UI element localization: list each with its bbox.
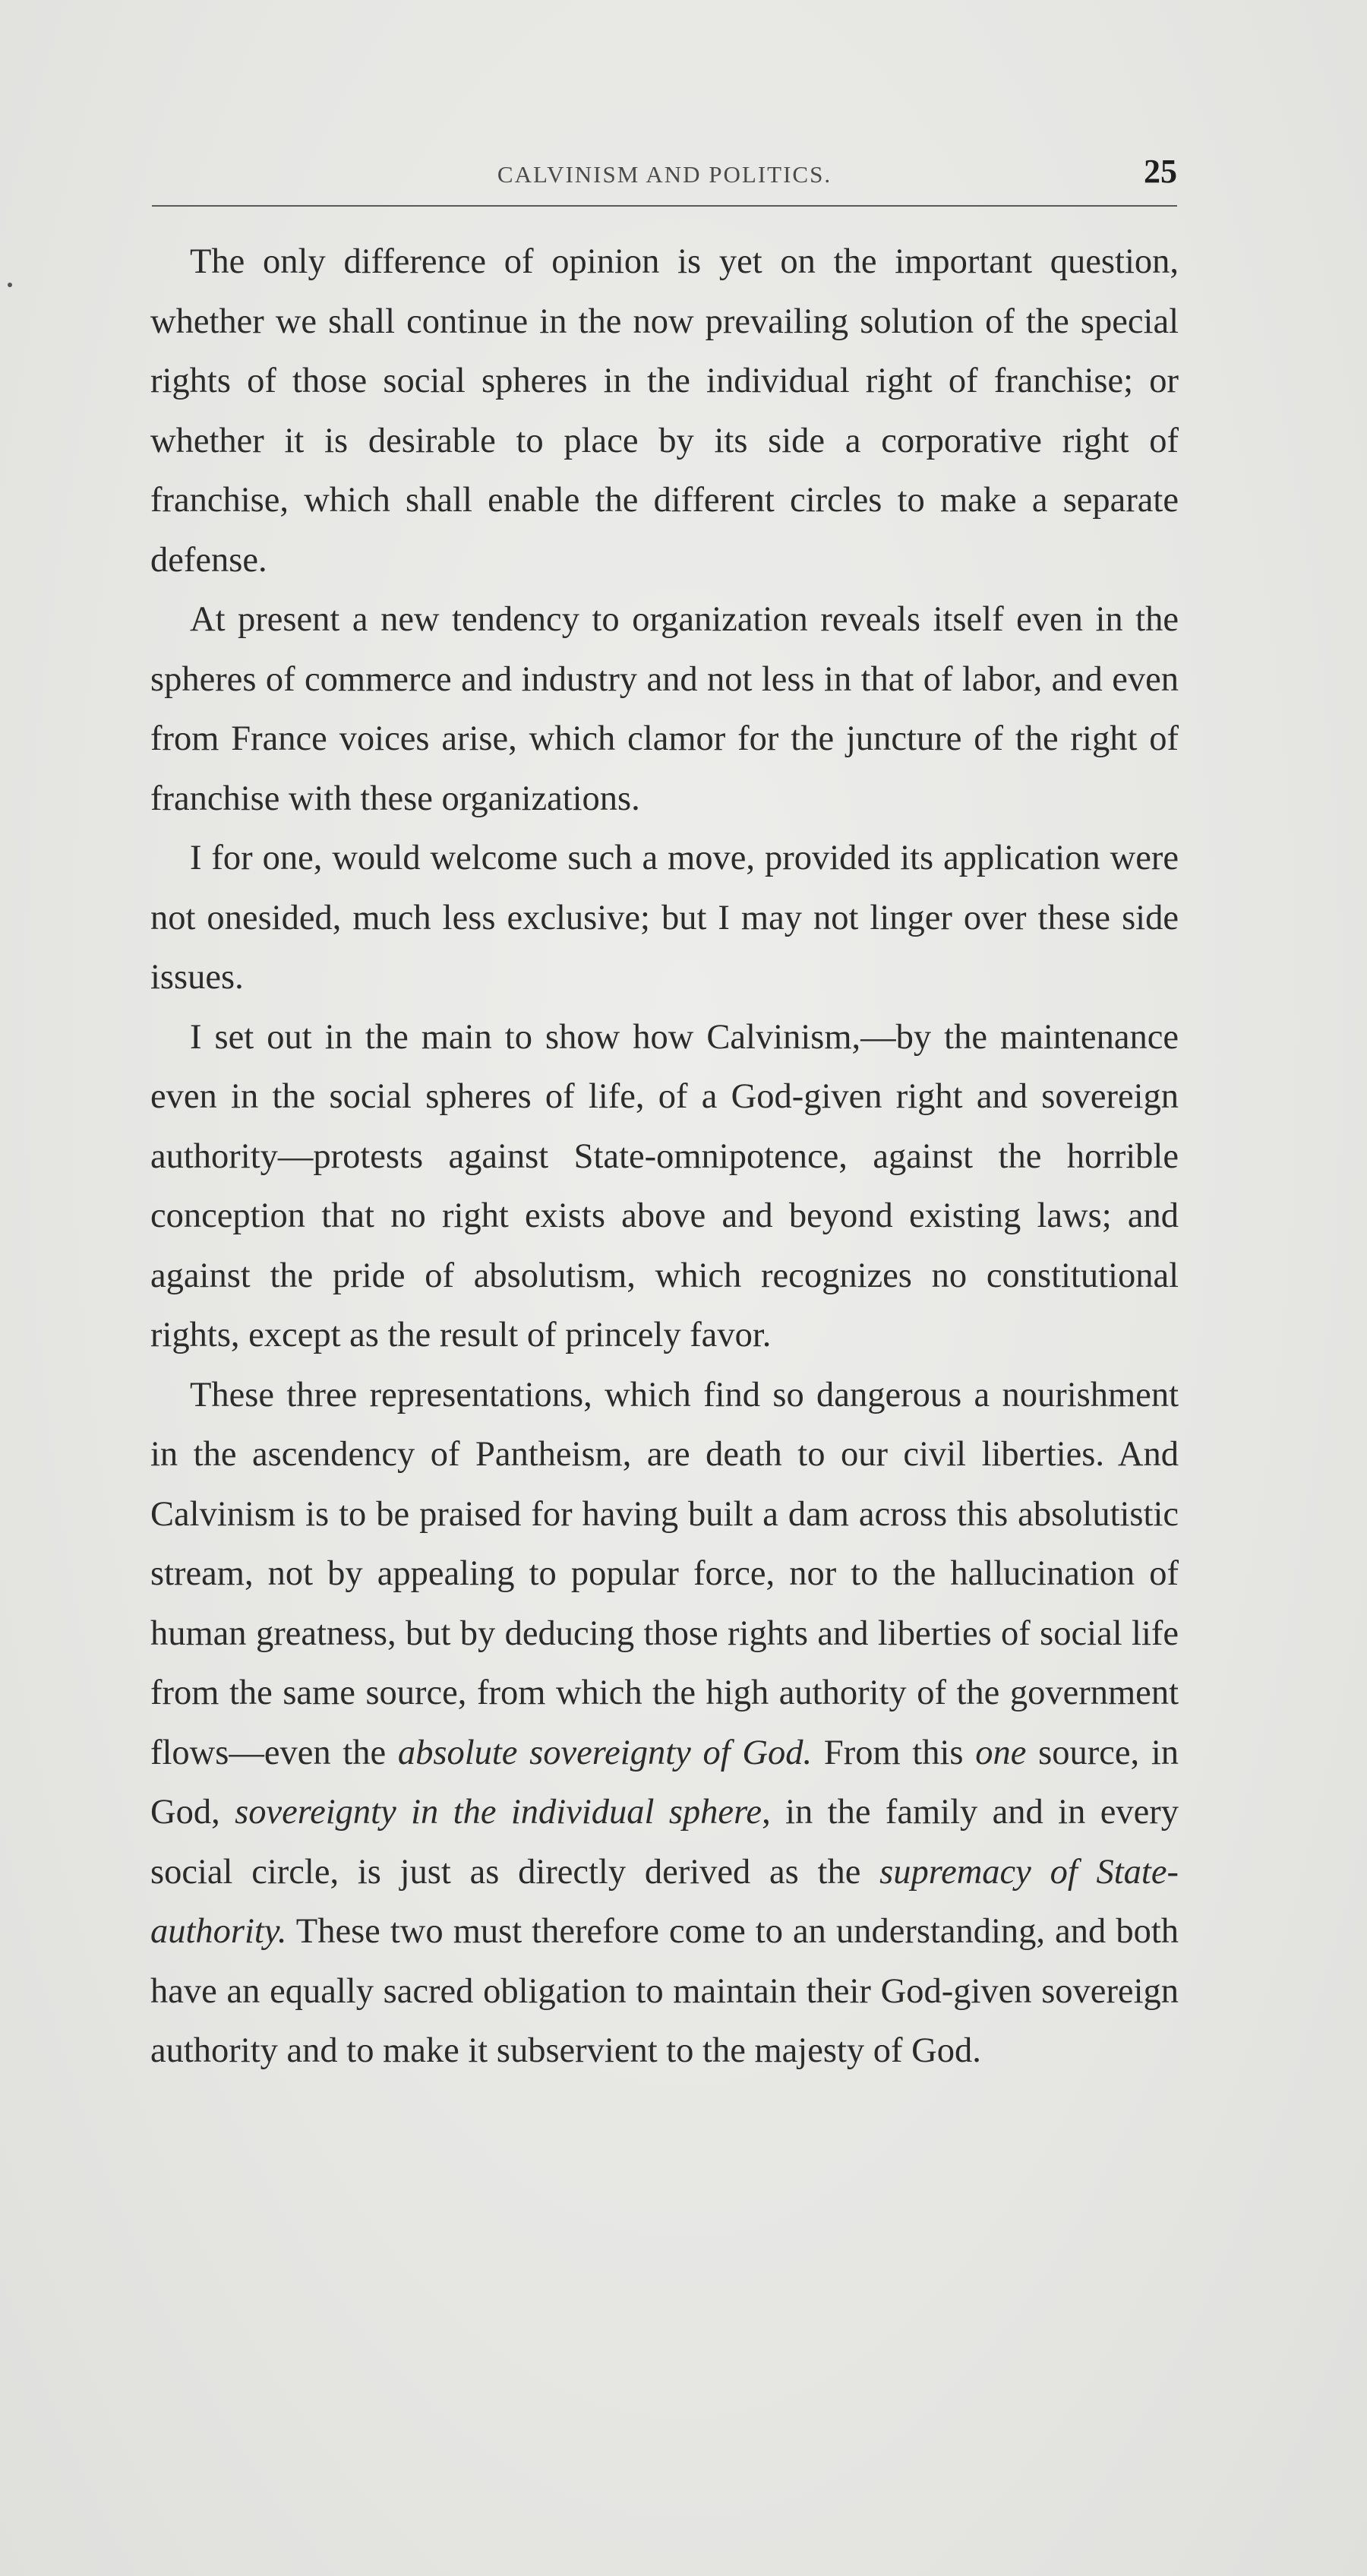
- paragraph-text: From this: [812, 1733, 976, 1772]
- paragraph-text: I for one, would welcome such a move, provided its application were not onesided, much less exclusive; but I may not linger over these side issues.: [150, 839, 1179, 997]
- body-text: [150, 232, 1179, 2081]
- paragraph-text: These two must therefore come to an understanding, and both have an equally sacred obligation to maintain their God-given sovereign authority and to make it subservient to the majesty of God.: [150, 1912, 1179, 2070]
- header-rule: [152, 205, 1177, 207]
- paragraph-text: These three representations, which find so dangerous a nourishment in the ascendency of Pantheism, are death to our civil liberties. And Calvinism is to be praised for having built a dam across this absolutistic stream, not by appealing to popular force, nor to the hallucination of human greatness, but by deducing those rights and liberties of social life from the same source, from which the high authority of the government flows—even the: [150, 1375, 1179, 1772]
- paragraph: [150, 232, 1179, 590]
- paragraph-text: I set out in the main to show how Calvinism,—by the maintenance even in the social spheres of life, of a God-given right and sovereign authority—protests against State-omnipotence, against the horrible conception that no right exists above and beyond existing laws; and against the pride of absolutism, which recognizes no constitutional rights, except as the result of princely favor.: [150, 1017, 1179, 1354]
- paragraph-text: The only difference of opinion is yet on the important question, whether we shall continue in the now prevailing solution of the special rights of those social spheres in the individual right of franchise; or whether it is desirable to place by its side a corporative right of franchise, which shall enable the different circles to make a separate defense.: [150, 242, 1179, 580]
- paragraph-text: source, in God,: [150, 1733, 1179, 1832]
- italic-text: sovereignty in the individual sphere: [235, 1793, 762, 1832]
- paragraph: [150, 590, 1179, 829]
- paragraph-text: , in the family and in every social circle, is just as directly derived as the: [150, 1793, 1179, 1892]
- page-header: [152, 152, 1177, 205]
- italic-text: one: [975, 1733, 1027, 1772]
- ink-speck: [8, 283, 12, 287]
- running-title: CALVINISM AND POLITICS.: [497, 161, 832, 188]
- italic-text: absolute sovereignty of God.: [397, 1733, 813, 1772]
- paragraph-text: At present a new tendency to organization reveals itself even in the spheres of commerce and industry and not less in that of labor, and even from France voices arise, which clamor for the juncture of the right of franchise with these organizations.: [150, 600, 1179, 818]
- paragraph: [150, 829, 1179, 1008]
- paragraph: [150, 1366, 1179, 2081]
- page-number: 25: [1144, 153, 1177, 190]
- italic-text: supremacy of State-authority.: [150, 1852, 1179, 1951]
- paragraph: [150, 1008, 1179, 1366]
